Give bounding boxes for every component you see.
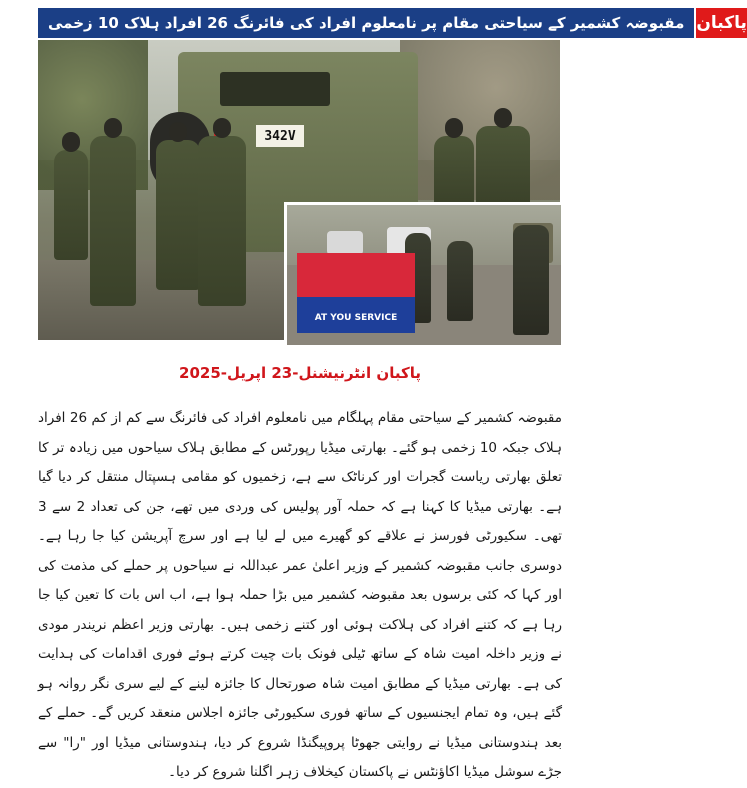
dateline: پاکبان انٹرنیشنل-23 اپریل-2025 (179, 364, 421, 382)
vehicle-plate: 342V (256, 125, 304, 147)
soldier (198, 136, 246, 306)
soldier (54, 150, 88, 260)
service-sign (297, 253, 415, 333)
brand-logo: پاکبان (694, 8, 747, 38)
soldier (90, 136, 136, 306)
inset-person (447, 241, 473, 321)
soldier (156, 140, 200, 290)
inset-person (513, 225, 549, 335)
soldier (434, 136, 474, 206)
headline: مقبوضہ کشمیر کے سیاحتی مقام پر نامعلوم افراد کی فائرنگ 26 افراد ہلاک 10 زخمی (38, 8, 694, 38)
article-body: مقبوضہ کشمیر کے سیاحتی مقام پہلگام میں نامعلوم افراد کی فائرنگ سے کم از کم 26 افراد ہلاک جبکہ 10 زخمی ہو گئے۔ بھارتی میڈیا رپورٹس کے مطابق ہلاک سیاحوں میں زیادہ تر کا تعلق بھارتی ریاست گجرات اور کرناٹک سے ہے، زخمیوں کو مقامی ہسپتال منتقل کر دیا گیا ہے۔ بھارتی میڈیا کا کہنا ہے کہ حملہ آور پولیس کی وردی میں تھے، جن کی تعداد 2 سے 3 تھی۔ سکیورٹی فورسز نے علاقے کو گھیرے میں لے لیا ہے اور سرچ آپریشن کیا جا رہا ہے۔ دوسری جانب مقبوضہ کشمیر کے وزیر اعلیٰ عمر عبداللہ نے سیاحوں پر حملے کی مذمت کی اور کہا کہ کئی برسوں بعد مقبوضہ کشمیر میں بڑا حملہ ہوا ہے، اب اس بات کا تعین کیا جا رہا ہے کہ کتنے افراد کی ہلاکت ہوئی اور کتنے زخمی ہیں۔ بھارتی وزیر اعظم نریندر مودی نے وزیر داخلہ امیت شاہ کے ساتھ ٹیلی فونک بات چیت کرتے ہوئے فوری اقدامات کی ہدایت کی ہے۔ بھارتی میڈیا کے مطابق امیت شاہ صورتحال کا جائزہ لینے کے لیے سری نگر روانہ ہو گئے ہیں، وہ تمام ایجنسیوں کے ساتھ فوری سکیورٹی جائزہ اجلاس منعقد کریں گے۔ حملے کے بعد ہندوستانی میڈیا نے روایتی جھوٹا پروپیگنڈا شروع کر دیا، ہندوستانی میڈیا اور "را" سے جڑے سوشل میڈیا اکاؤنٹس نے پاکستان کیخلاف زہر اگلنا شروع کر دیا۔ (38, 410, 563, 780)
soldier (476, 126, 530, 206)
header-strip (38, 8, 747, 38)
inset-car (327, 231, 363, 255)
sign-text: AT YOU SERVICE (314, 313, 398, 323)
vehicle-window (220, 72, 330, 106)
news-photo (38, 40, 560, 338)
inset-photo (284, 202, 564, 342)
